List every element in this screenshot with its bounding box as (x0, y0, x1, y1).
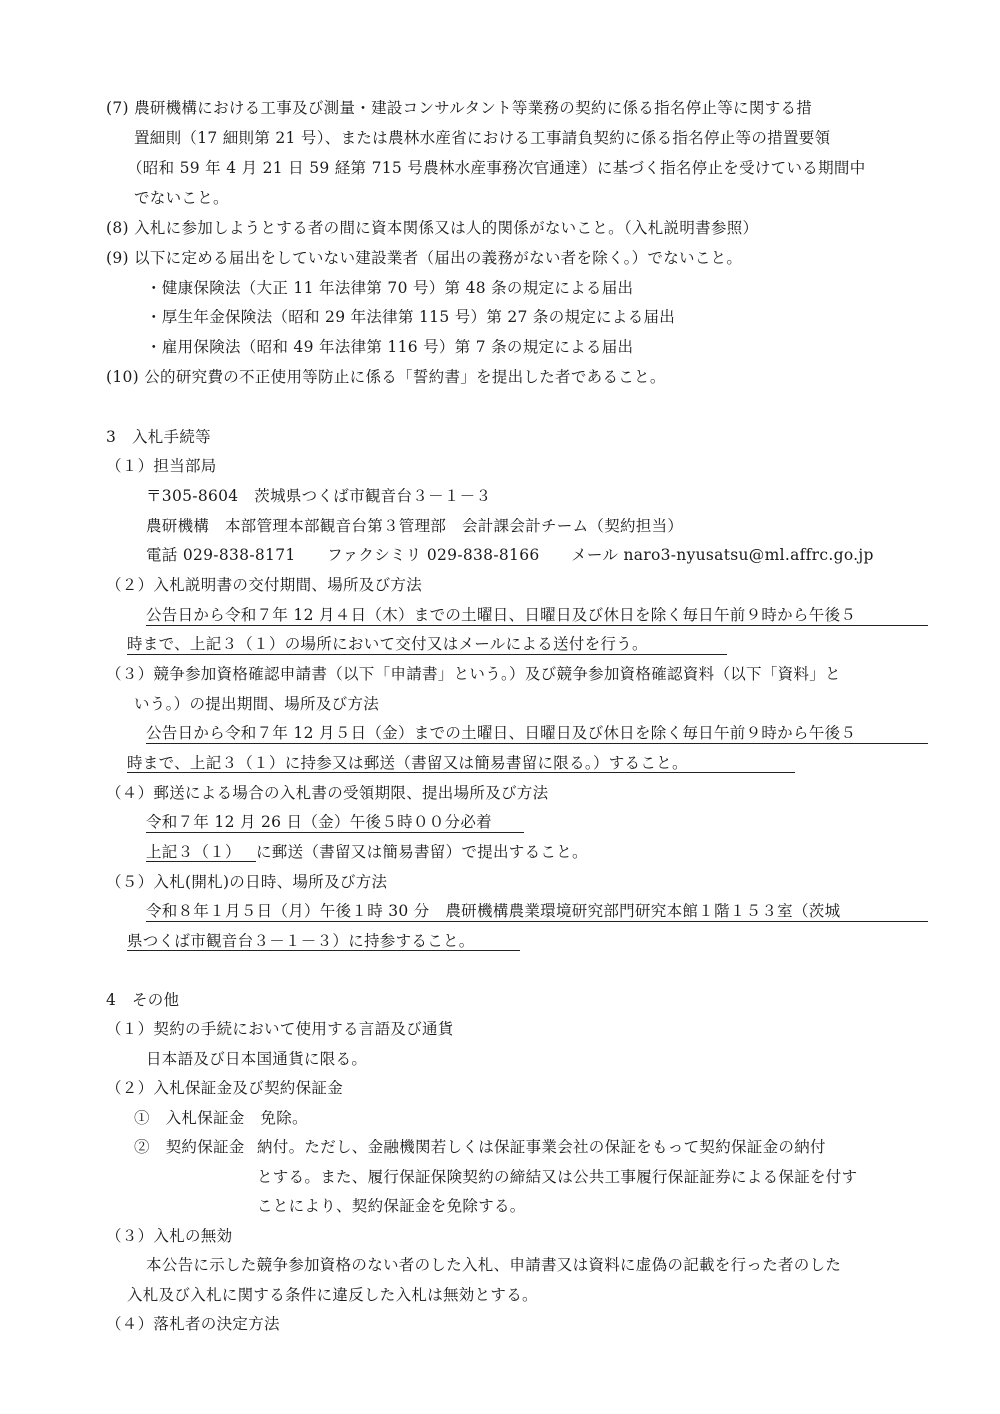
item7-line2: 置細則（17 細則第 21 号）、または農林水産省における工事請負契約に係る指名停止等の措置要領 (134, 129, 831, 147)
s3-1-office: 農研機構 本部管理本部観音台第３管理部 会計課会計チーム（契約担当） (146, 517, 684, 535)
s3-1-address: 〒305-8604 茨城県つくば市観音台３－１－３ (146, 487, 492, 505)
s4-1-label: （１）契約の手続において使用する言語及び通貨 (106, 1020, 454, 1038)
section4-heading: 4 その他 (106, 991, 180, 1009)
s3-3-label2: いう。）の提出期間、場所及び方法 (134, 695, 380, 713)
s3-1-phone: 電話 029-838-8171 ファクシミリ 029-838-8166 メール naro3-nyusatsu@ml.affrc.go.jp (146, 546, 874, 564)
s3-2-label: （２）入札説明書の交付期間、場所及び方法 (106, 576, 423, 594)
s3-4-underline1 (146, 832, 524, 833)
s3-4-underline2 (146, 861, 256, 862)
s3-4-line2b: に郵送（書留又は簡易書留）で提出すること。 (256, 843, 588, 861)
item7-line4: でないこと。 (134, 189, 229, 207)
s4-2-item-b-line1: 納付。ただし、金融機関若しくは保証事業会社の保証をもって契約保証金の納付 (257, 1138, 826, 1156)
item9-bullet2: ・厚生年金保険法（昭和 29 年法律第 115 号）第 27 条の規定による届出 (146, 308, 676, 326)
item7-line3: （昭和 59 年 4 月 21 日 59 経第 715 号農林水産事務次官通達）に基づく指名停止を受けている期間中 (127, 159, 866, 177)
s3-2-line2: 時まで、上記３（１）の場所において交付又はメールによる送付を行う。 (127, 635, 648, 653)
item7-line1: (7) 農研機構における工事及び測量・建設コンサルタント等業務の契約に係る指名停止等に関する措 (106, 99, 813, 117)
s3-2-underline1 (146, 625, 928, 626)
s3-5-label: （５）入札(開札)の日時、場所及び方法 (106, 873, 388, 891)
s4-2-item-b-head: ② 契約保証金 (134, 1138, 245, 1156)
s3-3-line2: 時まで、上記３（１）に持参又は郵送（書留又は簡易書留に限る。）すること。 (127, 754, 688, 772)
s4-1-text: 日本語及び日本国通貨に限る。 (146, 1050, 368, 1068)
s3-3-line1: 公告日から令和７年 12 月５日（金）までの土曜日、日曜日及び休日を除く毎日午前９時から午後５ (146, 724, 857, 742)
s4-3-label: （３）入札の無効 (106, 1227, 233, 1245)
s4-2-label: （２）入札保証金及び契約保証金 (106, 1079, 344, 1097)
s3-5-line2: 県つくば市観音台３－１－３）に持参すること。 (127, 932, 475, 950)
s3-3-underline1 (146, 743, 928, 744)
s4-4-label: （４）落札者の決定方法 (106, 1315, 280, 1333)
item8: (8) 入札に参加しようとする者の間に資本関係又は人的関係がないこと。（入札説明書参照） (106, 219, 759, 237)
item10: (10) 公的研究費の不正使用等防止に係る「誓約書」を提出した者であること。 (106, 368, 666, 386)
s3-2-line1: 公告日から令和７年 12 月４日（木）までの土曜日、日曜日及び休日を除く毎日午前９時から午後５ (146, 606, 857, 624)
s4-2-item-b-line2: とする。また、履行保証保険契約の締結又は公共工事履行保証証券による保証を付す (257, 1168, 858, 1186)
s3-2-underline2 (127, 654, 727, 655)
item9-bullet1: ・健康保険法（大正 11 年法律第 70 号）第 48 条の規定による届出 (146, 279, 634, 297)
s3-5-line1: 令和８年１月５日（月）午後１時 30 分 農研機構農業環境研究部門研究本館１階１５３室（茨城 (146, 902, 841, 920)
s3-3-underline2 (127, 772, 795, 773)
s3-5-underline1 (146, 921, 928, 922)
s4-3-line2: 入札及び入札に関する条件に違反した入札は無効とする。 (127, 1286, 538, 1304)
s4-3-line1: 本公告に示した競争参加資格のない者のした入札、申請書又は資料に虚偽の記載を行った者のした (146, 1256, 842, 1274)
s3-3-label1: （３）競争参加資格確認申請書（以下「申請書」という。）及び競争参加資格確認資料（以下「資料」と (106, 665, 841, 683)
item9-line1: (9) 以下に定める届出をしていない建設業者（届出の義務がない者を除く。）でないこと。 (106, 249, 743, 267)
section3-heading: 3 入札手続等 (106, 428, 211, 446)
s4-2-item-a: ① 入札保証金 免除。 (134, 1109, 308, 1127)
s4-2-item-b-line3: ことにより、契約保証金を免除する。 (257, 1197, 526, 1215)
s3-4-label: （４）郵送による場合の入札書の受領期限、提出場所及び方法 (106, 784, 549, 802)
s3-4-line2a: 上記３（１） (146, 843, 241, 861)
s3-1-label: （１）担当部局 (106, 457, 217, 475)
s3-5-underline2 (127, 950, 520, 951)
s3-4-line1: 令和７年 12 月 26 日（金）午後５時００分必着 (146, 813, 492, 831)
item9-bullet3: ・雇用保険法（昭和 49 年法律第 116 号）第 7 条の規定による届出 (146, 338, 634, 356)
